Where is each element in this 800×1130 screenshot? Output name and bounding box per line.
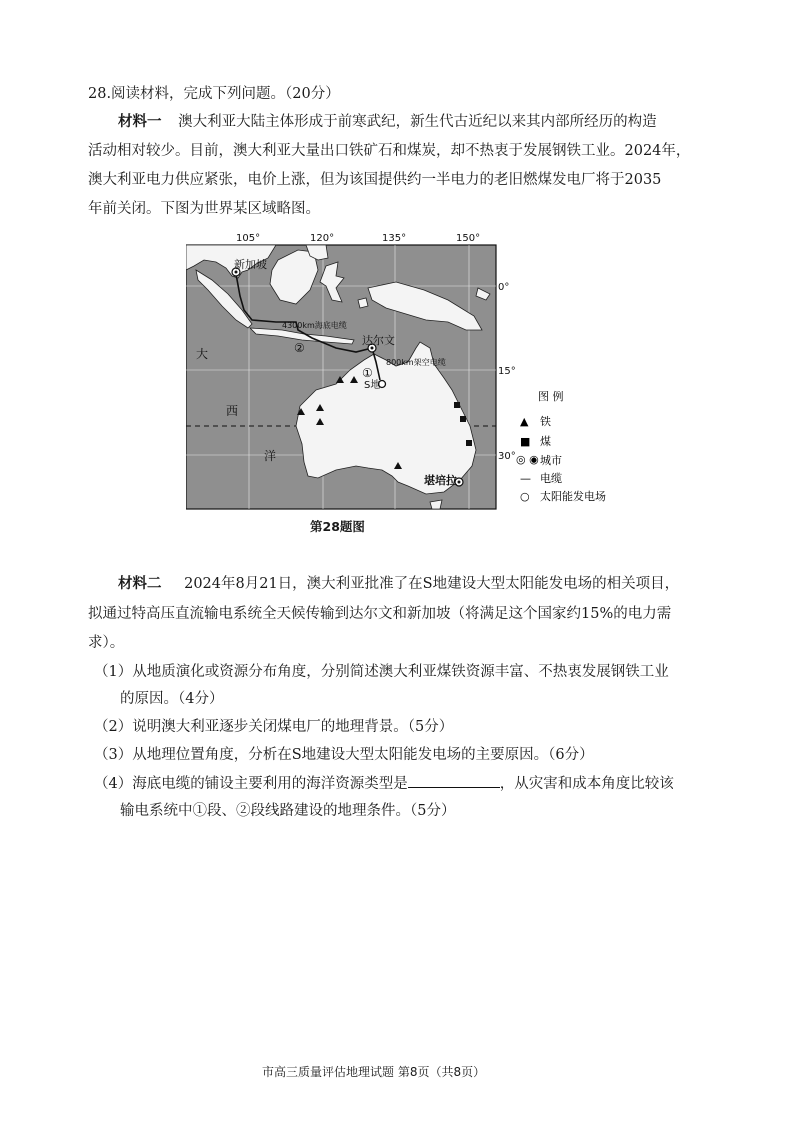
question-4-pre: （4）海底电缆的铺设主要利用的海洋资源类型是 <box>94 776 408 792</box>
question-2: （2）说明澳大利亚逐步关闭煤电厂的地理背景。（5分） <box>94 719 454 735</box>
lat-15: 15° <box>498 366 516 377</box>
material1-text1: 澳大利亚大陆主体形成于前寒武纪，新生代古近纪以来其内部所经历的构造 <box>178 114 657 130</box>
label-darwin: 达尔文 <box>362 334 395 347</box>
lon-105: 105° <box>236 233 261 244</box>
coal-icon <box>466 440 472 446</box>
material1-line2: 活动相对较少。目前，澳大利亚大量出口铁矿石和煤炭，却不热衷于发展钢铁工业。2024年， <box>88 143 691 159</box>
material2-line1 <box>118 574 679 594</box>
material1-label: 材料一 <box>118 113 162 130</box>
question-1-line1: （1）从地质演化或资源分布角度，分别简述澳大利亚煤铁资源丰富、不热衷发展钢铁工业 <box>94 664 669 680</box>
material2-text1: 2024年8月21日，澳大利亚批准了在S地建设大型太阳能发电场的相关项目， <box>184 576 680 592</box>
legend-title: 图 例 <box>538 390 564 403</box>
lat-0: 0° <box>498 282 510 293</box>
label-ocean-1: 大 <box>196 347 209 361</box>
lat-30: 30° <box>498 451 516 462</box>
map-caption: 第28题图 <box>310 519 365 534</box>
legend-iron-symbol: ▲ <box>520 415 529 428</box>
legend-cable-symbol: — <box>520 472 531 485</box>
legend-city-label: 城市 <box>540 454 562 467</box>
region-map <box>186 230 618 512</box>
material1-line3: 澳大利亚电力供应紧张，电价上涨，但为该国提供约一半电力的老旧燃煤发电厂将于2035 <box>88 172 662 188</box>
label-s-site: S地 <box>364 380 381 391</box>
canberra-city-dot <box>458 481 461 484</box>
question-header: 28.阅读材料，完成下列问题。（20分） <box>88 86 340 102</box>
legend-city-symbol: ◎ ◉ <box>516 453 539 466</box>
material2-label: 材料二 <box>118 575 162 592</box>
question-4-post: ，从灾害和成本角度比较该 <box>499 776 674 792</box>
legend-coal-label: 煤 <box>540 435 551 448</box>
material2-line3: 求）。 <box>88 635 125 651</box>
label-canberra: 堪培拉 <box>424 474 457 487</box>
legend-solar-symbol: ○ <box>520 490 530 503</box>
label-ocean-3: 洋 <box>264 449 277 463</box>
label-ocean-2: 西 <box>226 404 239 418</box>
label-singapore: 新加坡 <box>234 258 267 271</box>
material1-line4: 年前关闭。下图为世界某区域略图。 <box>88 201 320 217</box>
label-marker-1: ① <box>362 366 373 380</box>
coal-icon <box>460 416 466 422</box>
lon-150: 150° <box>456 233 481 244</box>
lon-120: 120° <box>310 233 335 244</box>
page-footer: 市高三质量评估地理试题 第8页（共8页） <box>262 1065 486 1079</box>
lon-135: 135° <box>382 233 407 244</box>
material1-line1 <box>118 112 657 132</box>
legend-cable-label: 电缆 <box>540 472 562 485</box>
question-1-line2: 的原因。（4分） <box>120 691 224 707</box>
tasmania <box>430 500 442 509</box>
material2-line2: 拟通过特高压直流输电系统全天候传输到达尔文和新加坡（将满足这个国家约15%的电力需 <box>88 606 672 622</box>
map-legend <box>516 389 606 503</box>
label-sea-cable: 4300km海底电缆 <box>282 321 347 330</box>
legend-coal-symbol: ■ <box>520 435 531 448</box>
question-4-line2: 输电系统中①段、②段线路建设的地理条件。（5分） <box>120 803 456 819</box>
label-marker-2: ② <box>294 341 305 355</box>
question-4-line1 <box>94 773 674 794</box>
answer-blank[interactable] <box>408 773 500 788</box>
question-3: （3）从地理位置角度，分析在S地建设大型太阳能发电场的主要原因。（6分） <box>94 747 594 763</box>
coal-icon <box>454 402 460 408</box>
label-land-cable: 800km架空电缆 <box>386 358 446 367</box>
legend-iron-label: 铁 <box>540 415 551 428</box>
legend-solar-label: 太阳能发电场 <box>540 490 606 503</box>
